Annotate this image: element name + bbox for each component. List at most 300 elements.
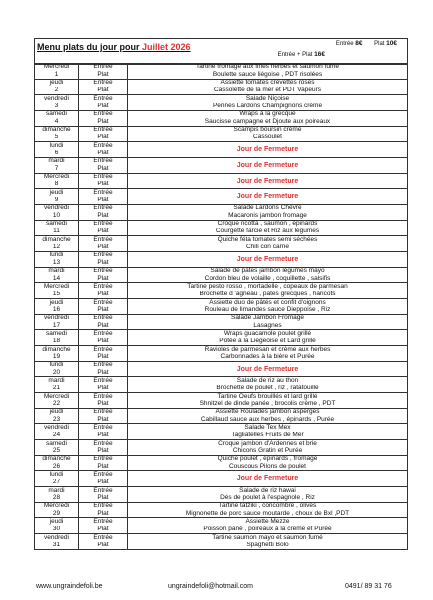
menu-row xyxy=(35,376,407,392)
day-name: dimanche xyxy=(42,126,71,134)
course-entree-label: Entrée xyxy=(93,205,113,212)
day-number: 30 xyxy=(52,525,61,533)
day-number: 21 xyxy=(52,384,61,392)
course-entree-label: Entrée xyxy=(93,440,113,447)
day-number: 24 xyxy=(52,431,61,439)
day-number: 5 xyxy=(54,134,59,141)
course-entree-label: Entrée xyxy=(93,252,113,259)
day-number: 6 xyxy=(54,149,59,157)
course-cell xyxy=(79,64,128,79)
menu-row xyxy=(35,345,407,361)
menu-row xyxy=(35,361,407,377)
dish-cell xyxy=(128,315,407,330)
course-entree-label: Entrée xyxy=(93,361,113,369)
course-cell xyxy=(79,424,128,439)
dish-cell xyxy=(128,283,407,298)
entree-dish: Tartine pesto rosso , mortadelle , copeaux de parmesan xyxy=(187,283,348,290)
plat-dish: Shnitzel de dinde panée , brocolis crème , PDT xyxy=(199,400,336,407)
course-plat-label: Plat xyxy=(97,243,109,251)
course-plat-label: Plat xyxy=(97,71,109,78)
day-name: mardi xyxy=(48,377,65,384)
day-name: mardi xyxy=(48,267,65,275)
dish-cell xyxy=(128,142,407,157)
course-cell xyxy=(79,205,128,220)
menu-row xyxy=(35,63,407,79)
course-plat-label: Plat xyxy=(97,87,109,94)
day-cell xyxy=(35,127,79,142)
course-plat-label: Plat xyxy=(97,102,109,110)
day-name: mardi xyxy=(48,158,65,165)
plat-dish: Chicons Gratin et Purée xyxy=(232,447,303,454)
dish-cell xyxy=(128,95,407,110)
menu-row xyxy=(35,392,407,408)
course-cell xyxy=(79,346,128,361)
course-plat-label: Plat xyxy=(97,259,109,266)
course-cell xyxy=(79,315,128,330)
entree-dish: Tartine fromage aux fines herbes et saumon fumé xyxy=(195,64,340,71)
day-cell xyxy=(35,268,79,283)
menu-row xyxy=(35,235,407,251)
plat-dish: Cassoulet xyxy=(253,134,282,141)
footer-phone: 0491/ 89 31 76 xyxy=(345,583,392,590)
course-cell xyxy=(79,440,128,455)
plat-dish: Chili con carne xyxy=(246,243,289,251)
course-cell xyxy=(79,409,128,424)
day-number: 29 xyxy=(52,510,61,517)
course-plat-label: Plat xyxy=(97,447,109,454)
entree-dish: Salade Jambon Fromage xyxy=(231,314,304,322)
course-plat-label: Plat xyxy=(97,275,109,282)
day-cell xyxy=(35,377,79,392)
entree-dish: Ravioles de parmesan et crème aux herbes xyxy=(204,346,331,353)
entree-dish: Tartine saumon mayo et saumon fumé xyxy=(212,534,323,541)
day-number: 18 xyxy=(52,337,61,345)
day-number: 15 xyxy=(52,290,61,298)
menu-row xyxy=(35,533,407,549)
menu-row xyxy=(35,110,407,126)
menu-row xyxy=(35,439,407,455)
dish-cell xyxy=(128,158,407,173)
day-cell xyxy=(35,95,79,110)
day-number: 9 xyxy=(54,196,59,204)
day-cell xyxy=(35,315,79,330)
day-name: jeudi xyxy=(49,79,64,87)
course-entree-label: Entrée xyxy=(93,267,113,275)
day-name: vendredi xyxy=(44,424,69,431)
day-cell xyxy=(35,236,79,251)
course-cell xyxy=(79,174,128,189)
plat-dish: Rouleau de limandes sauce Dieppoise , Riz xyxy=(204,306,331,313)
course-cell xyxy=(79,142,128,157)
course-entree-label: Entrée xyxy=(93,518,113,525)
course-plat-label: Plat xyxy=(97,322,109,329)
menu-row xyxy=(35,282,407,298)
day-number: 7 xyxy=(54,165,59,172)
course-entree-label: Entrée xyxy=(93,487,113,494)
entree-dish: Wraps à la grecque xyxy=(239,111,296,118)
day-cell xyxy=(35,64,79,79)
menu-row xyxy=(35,314,407,330)
plat-dish: Courgette farcie et Riz aux légumes xyxy=(215,228,320,235)
entree-dish: Salade Tex Mex xyxy=(244,424,291,431)
menu-month: Juillet 2026 xyxy=(142,42,191,52)
day-name: vendredi xyxy=(44,95,69,102)
day-cell xyxy=(35,158,79,173)
menu-row xyxy=(35,251,407,267)
day-number: 25 xyxy=(52,447,61,454)
day-name: lundi xyxy=(49,361,64,369)
menu-row xyxy=(35,126,407,142)
course-cell xyxy=(79,393,128,408)
footer-email[interactable]: ungraindefoli@hotmail.com xyxy=(168,583,253,590)
menu-table xyxy=(34,63,408,550)
menu-row xyxy=(35,94,407,110)
day-name: samedi xyxy=(46,220,67,228)
course-cell xyxy=(79,158,128,173)
day-name: samedi xyxy=(46,330,67,337)
day-cell xyxy=(35,189,79,204)
plat-dish: Mignonette de porc sauce moutarde , choux de Bxl ,PDT xyxy=(185,510,350,517)
day-cell xyxy=(35,534,79,549)
day-number: 20 xyxy=(52,369,61,376)
course-entree-label: Entrée xyxy=(93,111,113,118)
course-plat-label: Plat xyxy=(97,181,109,188)
dish-cell xyxy=(128,205,407,220)
plat-dish: Pennes Lardons Champignons crème xyxy=(212,102,323,110)
menu-title-text: Menu plats du jour pour xyxy=(37,42,140,52)
course-cell xyxy=(79,268,128,283)
day-number: 12 xyxy=(52,243,61,251)
course-entree-label: Entrée xyxy=(93,377,113,384)
course-entree-label: Entrée xyxy=(93,424,113,431)
day-name: Mercredi xyxy=(43,64,70,71)
day-cell xyxy=(35,393,79,408)
day-cell xyxy=(35,456,79,471)
closed-label: Jour de Fermeture xyxy=(236,475,299,483)
course-plat-label: Plat xyxy=(97,510,109,517)
day-number: 4 xyxy=(54,118,59,125)
course-cell xyxy=(79,221,128,236)
course-plat-label: Plat xyxy=(97,541,109,548)
menu-row xyxy=(35,157,407,173)
closed-label: Jour de Fermeture xyxy=(236,365,299,373)
course-cell xyxy=(79,377,128,392)
entree-dish: Salade de riz au thon xyxy=(236,377,299,384)
day-number: 2 xyxy=(54,87,59,94)
day-number: 22 xyxy=(52,400,61,407)
course-plat-label: Plat xyxy=(97,228,109,235)
dish-cell xyxy=(128,393,407,408)
course-cell xyxy=(79,111,128,126)
menu-row xyxy=(35,220,407,236)
day-cell xyxy=(35,111,79,126)
day-cell xyxy=(35,283,79,298)
entree-dish: Salade de riz hawai xyxy=(239,487,296,494)
course-entree-label: Entrée xyxy=(93,534,113,541)
dish-cell xyxy=(128,456,407,471)
entree-dish: Tartine Oeufs brouillés et lard grillé xyxy=(217,393,318,400)
dish-cell xyxy=(128,268,407,283)
course-plat-label: Plat xyxy=(97,463,109,470)
dish-cell xyxy=(128,471,407,486)
course-entree-label: Entrée xyxy=(93,126,113,134)
entree-dish: Scampis boursin crème xyxy=(233,126,302,134)
dish-cell xyxy=(128,111,407,126)
dish-cell xyxy=(128,440,407,455)
dish-cell xyxy=(128,221,407,236)
plat-dish: Carbonnades à la bière et Purée xyxy=(220,353,315,360)
course-plat-label: Plat xyxy=(97,212,109,219)
menu-row xyxy=(35,204,407,220)
course-entree-label: Entrée xyxy=(93,393,113,400)
day-number: 27 xyxy=(52,478,61,486)
course-entree-label: Entrée xyxy=(93,79,113,87)
menu-row xyxy=(35,267,407,283)
course-plat-label: Plat xyxy=(97,369,109,376)
day-cell xyxy=(35,440,79,455)
dish-cell xyxy=(128,487,407,502)
plat-dish: Cabillaud sauce aux herbes , épinards , Purée xyxy=(200,416,335,423)
dish-cell xyxy=(128,534,407,549)
course-cell xyxy=(79,189,128,204)
dish-cell xyxy=(128,299,407,314)
day-number: 28 xyxy=(52,494,61,501)
course-plat-label: Plat xyxy=(97,494,109,501)
entree-dish: Wraps guacamole poulet grillé xyxy=(223,330,312,337)
course-entree-label: Entrée xyxy=(93,408,113,416)
course-cell xyxy=(79,330,128,345)
entree-dish: Salade Niçoise xyxy=(245,95,290,102)
menu-row xyxy=(35,141,407,157)
closed-label: Jour de Fermeture xyxy=(236,146,299,154)
course-plat-label: Plat xyxy=(97,525,109,533)
course-cell xyxy=(79,471,128,486)
course-plat-label: Plat xyxy=(97,478,109,486)
menu-row xyxy=(35,502,407,518)
day-cell xyxy=(35,330,79,345)
plat-dish: Brochette de poulet , riz , ratatouille xyxy=(216,384,319,392)
day-name: jeudi xyxy=(49,408,64,416)
day-name: Mercredi xyxy=(43,173,70,181)
dish-cell xyxy=(128,503,407,518)
day-cell xyxy=(35,409,79,424)
course-plat-label: Plat xyxy=(97,306,109,313)
day-cell xyxy=(35,471,79,486)
entree-dish: Quiche féta tomates semi séchées xyxy=(217,236,318,243)
menu-row xyxy=(35,517,407,533)
day-number: 11 xyxy=(53,228,60,235)
day-name: jeudi xyxy=(49,299,64,306)
day-name: Mercredi xyxy=(43,393,70,400)
day-name: samedi xyxy=(46,440,67,447)
menu-row xyxy=(35,173,407,189)
course-entree-label: Entrée xyxy=(93,236,113,243)
day-name: dimanche xyxy=(42,346,71,353)
course-cell xyxy=(79,252,128,267)
entree-dish: Assiette Mezze xyxy=(245,518,290,525)
plat-dish: Poisson pané , poireaux à la crème et Purée xyxy=(203,525,332,533)
day-number: 10 xyxy=(52,212,61,219)
day-number: 3 xyxy=(54,102,59,110)
day-cell xyxy=(35,80,79,95)
menu-row xyxy=(35,329,407,345)
course-cell xyxy=(79,534,128,549)
day-name: vendredi xyxy=(44,205,69,212)
course-plat-label: Plat xyxy=(97,290,109,298)
menu-row xyxy=(35,79,407,95)
course-entree-label: Entrée xyxy=(93,95,113,102)
course-cell xyxy=(79,95,128,110)
entree-dish: Quiche poulet , épinards , fromage xyxy=(217,455,318,463)
menu-row xyxy=(35,298,407,314)
closed-label: Jour de Fermeture xyxy=(236,177,299,185)
day-name: lundi xyxy=(49,471,64,478)
day-name: jeudi xyxy=(49,189,64,196)
plat-dish: Dés de poulet à l'espagnole , Riz xyxy=(220,494,315,501)
plat-dish: Boulette sauce liégoise , PDT risolées xyxy=(212,71,323,78)
day-cell xyxy=(35,518,79,533)
course-cell xyxy=(79,236,128,251)
course-plat-label: Plat xyxy=(97,337,109,345)
price-line-combo: Entrée + Plat 16€ xyxy=(277,51,325,58)
entree-dish: Assiette Roulades jambon asperges xyxy=(215,408,320,416)
entree-price: 8€ xyxy=(355,40,363,47)
menu-row xyxy=(35,423,407,439)
course-cell xyxy=(79,127,128,142)
day-number: 31 xyxy=(52,541,61,548)
dish-cell xyxy=(128,346,407,361)
day-name: vendredi xyxy=(44,314,69,322)
dish-cell xyxy=(128,189,407,204)
plat-dish: Saucisse campagne et Djoute aux poireaux xyxy=(204,118,331,125)
entree-dish: Assiette duo de pâtés et confit d'oignons xyxy=(209,299,326,306)
plat-dish: Macaronis jambon fromage xyxy=(228,212,307,219)
dish-cell xyxy=(128,362,407,377)
dish-cell xyxy=(128,424,407,439)
course-cell xyxy=(79,487,128,502)
dish-cell xyxy=(128,518,407,533)
course-cell xyxy=(79,299,128,314)
course-entree-label: Entrée xyxy=(93,299,113,306)
day-name: jeudi xyxy=(49,518,64,525)
closed-label: Jour de Fermeture xyxy=(236,255,299,263)
course-plat-label: Plat xyxy=(97,400,109,407)
day-number: 1 xyxy=(54,71,59,78)
price-line-single: Entrée 8€ Plat 10€ xyxy=(335,40,397,47)
day-cell xyxy=(35,424,79,439)
plat-dish: Cordon bleu de volaille , coquillette , salsifis xyxy=(204,275,331,282)
day-number: 19 xyxy=(52,353,61,360)
day-name: Mercredi xyxy=(43,502,70,510)
course-entree-label: Entrée xyxy=(93,314,113,322)
menu-row xyxy=(35,408,407,424)
day-number: 16 xyxy=(52,306,61,313)
dish-cell xyxy=(128,236,407,251)
course-entree-label: Entrée xyxy=(93,471,113,478)
day-number: 8 xyxy=(54,181,59,188)
day-cell xyxy=(35,346,79,361)
course-entree-label: Entrée xyxy=(93,346,113,353)
course-entree-label: Entrée xyxy=(93,64,113,71)
day-cell xyxy=(35,362,79,377)
day-name: vendredi xyxy=(44,534,69,541)
day-cell xyxy=(35,174,79,189)
day-number: 13 xyxy=(52,259,61,266)
menu-row xyxy=(35,486,407,502)
entree-dish: Salade Lardons Chèvre xyxy=(233,205,302,212)
dish-cell xyxy=(128,127,407,142)
dish-cell xyxy=(128,377,407,392)
day-name: dimanche xyxy=(42,236,71,243)
dish-cell xyxy=(128,330,407,345)
plat-price: 10€ xyxy=(386,40,397,47)
dish-cell xyxy=(128,174,407,189)
course-plat-label: Plat xyxy=(97,118,109,125)
entree-dish: Assiette tomates crevettes roses xyxy=(220,79,315,87)
day-number: 26 xyxy=(52,463,61,470)
menu-row xyxy=(35,470,407,486)
day-cell xyxy=(35,205,79,220)
menu-row xyxy=(35,188,407,204)
day-cell xyxy=(35,503,79,518)
plat-dish: Cassolette de la mer et PDT Vapeurs xyxy=(213,87,322,94)
entree-dish: Croque ricotta , saumon , épinards xyxy=(217,220,318,228)
course-entree-label: Entrée xyxy=(93,455,113,463)
day-cell xyxy=(35,252,79,267)
dish-cell xyxy=(128,80,407,95)
plat-dish: Potée à la Liégeoise et Lard grillé xyxy=(219,337,316,345)
course-plat-label: Plat xyxy=(97,353,109,360)
course-plat-label: Plat xyxy=(97,149,109,157)
plat-dish: Tagliatelles Fruits de Mer xyxy=(231,431,304,439)
day-cell xyxy=(35,487,79,502)
course-entree-label: Entrée xyxy=(93,142,113,149)
course-entree-label: Entrée xyxy=(93,220,113,228)
entree-dish: Croque jambon d'Ardennes et brie xyxy=(218,440,317,447)
course-entree-label: Entrée xyxy=(93,283,113,290)
closed-label: Jour de Fermeture xyxy=(236,161,299,169)
day-name: lundi xyxy=(49,252,64,259)
day-number: 17 xyxy=(52,322,61,329)
menu-row xyxy=(35,455,407,471)
menu-header xyxy=(34,38,408,65)
course-entree-label: Entrée xyxy=(93,173,113,181)
dish-cell xyxy=(128,64,407,79)
course-plat-label: Plat xyxy=(97,431,109,439)
course-cell xyxy=(79,503,128,518)
entree-dish: Tartine tatziki , concombre , olives xyxy=(218,502,317,510)
course-plat-label: Plat xyxy=(97,416,109,423)
closed-label: Jour de Fermeture xyxy=(236,193,299,201)
day-cell xyxy=(35,299,79,314)
day-name: Mercredi xyxy=(43,283,70,290)
course-entree-label: Entrée xyxy=(93,158,113,165)
course-cell xyxy=(79,80,128,95)
course-plat-label: Plat xyxy=(97,134,109,141)
footer-website[interactable]: www.ungraindefoli.be xyxy=(36,583,103,590)
day-number: 14 xyxy=(52,275,61,282)
course-plat-label: Plat xyxy=(97,384,109,392)
plat-dish: Brochette d 'agneau , pates grecques , haricots xyxy=(199,290,336,298)
day-name: dimanche xyxy=(42,455,71,463)
course-cell xyxy=(79,362,128,377)
day-name: mardi xyxy=(48,487,65,494)
day-number: 23 xyxy=(52,416,61,423)
combo-price: 16€ xyxy=(314,51,325,58)
course-plat-label: Plat xyxy=(97,196,109,204)
course-plat-label: Plat xyxy=(97,165,109,172)
dish-cell xyxy=(128,409,407,424)
